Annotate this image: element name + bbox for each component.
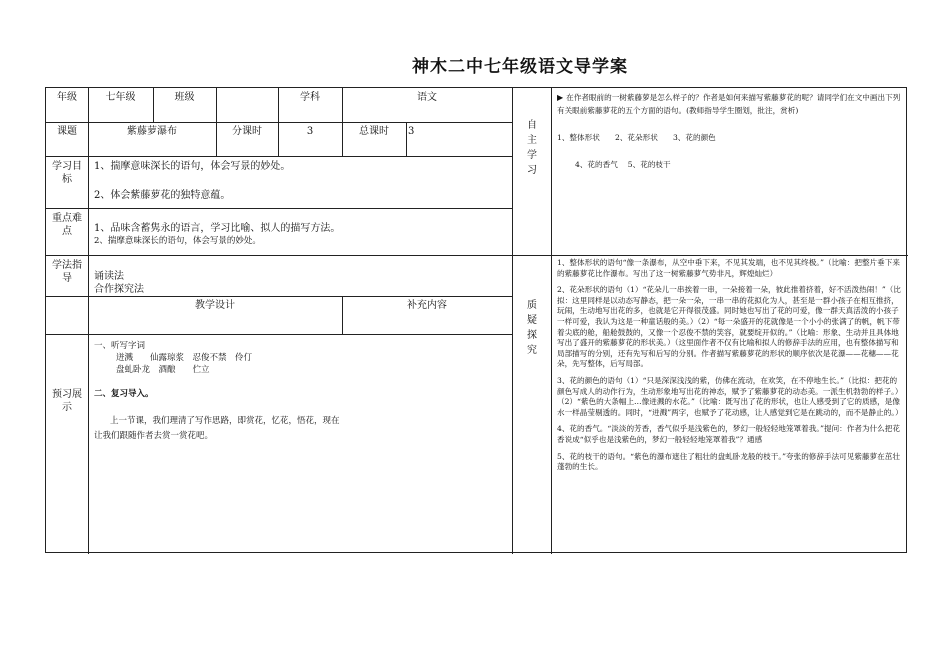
keypoint-item: 1、品味含蓄隽永的语言，学习比喻、拟人的描写方法。 [94, 223, 341, 234]
period-label: 分课时 [232, 126, 262, 137]
inquiry-paragraph: 3、花的颜色的语句（1）“只是深深浅浅的紫，仿佛在流动，在欢笑，在不停地生长。”（比拟：把花的颜色写成人的动作行为，生动形象地写出花的神态，赋予了紫藤萝花的动态美。一派生机勃勃的样子。）（2）“紫色的大条幅上…像迸溅的水花。”（比喻：既写出了花的形状，也让人感受到了它的质感，是像水一样晶莹剔透的。同时，“迸溅”两字，也赋予了花动感，让人感觉到它是在跳动的，而不是静止的。） [557, 375, 903, 417]
review-text: 上一节课，我们理清了写作思路，即赏花，忆花，悟花，现在让我们跟随作者去赏一赏花吧。 [94, 416, 340, 441]
inquiry-paragraph: 4、花的香气。“淡淡的芳香，香气似乎是浅紫色的，梦幻一般轻轻地笼罩着我。”提问：作者为什么把花香说成“似乎也是浅紫色的，梦幻一般轻轻地笼罩着我”？通感 [557, 424, 900, 444]
keypoints-label: 重点难点 [52, 213, 82, 237]
inquiry-paragraph: 1、整体形状的语句“像一条瀑布，从空中垂下来，不见其发端，也不见其终极。”（比喻：把整片垂下来的紫藤萝花比作瀑布。写出了这一树紫藤萝气势非凡，辉煌灿烂） [557, 258, 900, 278]
words-heading: 一、听写字词 [94, 341, 146, 351]
grade-value: 七年级 [105, 92, 136, 103]
lesson-plan-table [45, 87, 907, 553]
words-line: 迸溅 仙露琼浆 忍俊不禁 伶仃 [116, 353, 253, 363]
goals-list [94, 160, 504, 208]
subject-value: 语文 [417, 92, 437, 103]
aspects-line: 4、花的香气 5、花的枝干 [575, 160, 671, 169]
design-col-header: 教学设计 [195, 300, 235, 311]
grade-label: 年级 [57, 92, 77, 103]
words-line: 盘虬卧龙 酒酿 伫立 [116, 365, 210, 375]
review-heading: 二、复习导入。 [94, 389, 154, 399]
methods-label: 学法指导 [52, 260, 82, 284]
method-item: 诵读法 [94, 271, 124, 282]
total-value: 3 [408, 126, 415, 137]
keypoint-item: 2、揣摩意味深长的语句，体会写景的妙处。 [94, 236, 261, 246]
inquiry-paragraph: 2、花朵形状的语句（1）“花朵儿一串挨着一串，一朵接着一朵，彼此推着挤着，好不活泼热闹！”（比拟：这里同样是以动态写静态，把一朵一朵，一串一串的花拟化为人，甚至是一群小孩子在相互推挤，玩闹，生动地写出花的多，也就是它开得很茂盛。同时她也写出了花的可爱，像一群天真活泼的小孩子一样可爱，我认为这是一种童话般的美。）（2）“每一朵盛开的花就像是一个小小的张满了的帆，帆下带着尖底的舱，船舱鼓鼓的，又像一个忍俊不禁的笑容，就要绽开似的。”（比喻：形象、生动并且具体地写出了盛开的紫藤萝花的形状美。）（这里面作者不仅有比喻和拟人的修辞手法的应用，也有整体描写和局部描写的分别，还有先写和后写的分别。作者描写紫藤萝花的形状的顺序依次是花瀑——花穗——花朵，先写整体，后写局部。 [557, 285, 901, 369]
inquiry-label: 质疑探究 [527, 300, 537, 356]
period-value: 3 [306, 126, 314, 137]
keypoints-list [94, 222, 504, 247]
inquiry-paragraph: 5、花的枝干的语句。“紫色的瀑布遮住了粗壮的盘虬卧龙般的枝干。”夸张的修辞手法可见紫藤萝在茁壮蓬勃的生长。 [557, 451, 900, 472]
total-label: 总课时 [359, 126, 389, 137]
goals-label: 学习目标 [52, 161, 82, 185]
self-study-content [557, 91, 903, 171]
supplement-col-header: 补充内容 [407, 300, 447, 311]
aspects-line: 1、整体形状 2、花朵形状 3、花的颜色 [557, 133, 716, 142]
page-title: 神木二中七年级语文导学案 [412, 57, 628, 77]
goal-item: 2、体会紫藤萝花的独特意蕴。 [94, 190, 231, 201]
methods-list [94, 270, 394, 296]
topic-label: 课题 [57, 126, 77, 137]
self-study-label: 自主学习 [527, 120, 537, 176]
subject-label: 学科 [300, 92, 320, 103]
preview-content [94, 340, 344, 444]
method-item: 合作探究法 [94, 284, 144, 295]
preview-label: 预习展示 [52, 389, 82, 413]
inquiry-content [557, 258, 903, 479]
self-study-question: 在作者眼前的一树紫藤萝是怎么样子的？作者是如何来描写紫藤萝花的呢？请同学们在文中画出下列有关眼前紫藤萝花的五个方面的语句。(教师指导学生圈划，批注，赏析) [557, 93, 901, 115]
goal-item: 1、揣摩意味深长的语句，体会写景的妙处。 [94, 161, 291, 172]
class-label: 班级 [174, 92, 195, 103]
bullet-arrow-icon: ▶ [557, 93, 564, 102]
topic-value: 紫藤萝瀑布 [127, 126, 177, 137]
